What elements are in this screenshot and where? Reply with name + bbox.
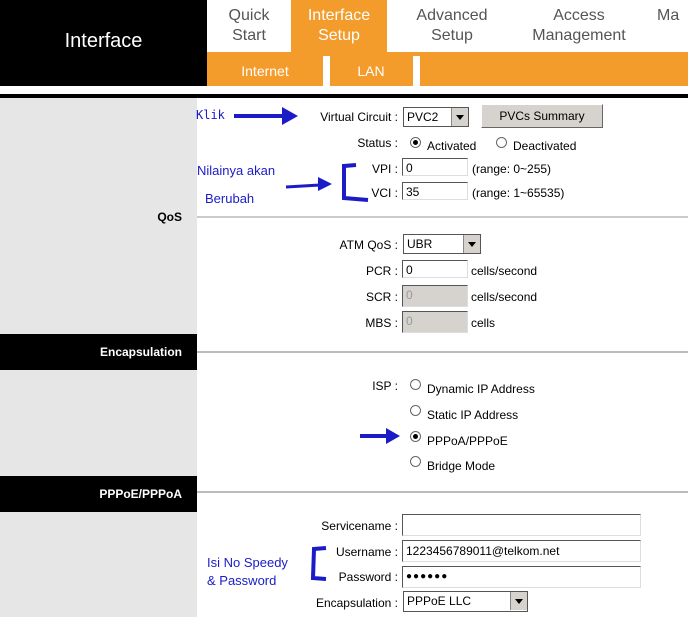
sub-tabs bbox=[207, 52, 688, 86]
section-bar-encapsulation bbox=[0, 334, 197, 370]
subtab-divider bbox=[413, 56, 420, 86]
username-label: Username : bbox=[335, 545, 398, 559]
servicename-input[interactable] bbox=[402, 514, 641, 536]
section-label-qos: QoS bbox=[157, 210, 182, 224]
servicename-label: Servicename : bbox=[321, 519, 398, 533]
virtual-circuit-select[interactable]: PVC2 bbox=[403, 107, 469, 127]
bracket-icon bbox=[302, 544, 330, 584]
scr-label: SCR : bbox=[365, 290, 398, 304]
annotation-isi-line1: Isi No Speedy bbox=[207, 555, 288, 570]
isp-label: ISP : bbox=[372, 379, 398, 393]
mbs-label: MBS : bbox=[365, 316, 398, 330]
left-section-column bbox=[0, 98, 197, 617]
status-label: Status : bbox=[357, 136, 398, 150]
mbs-input[interactable]: 0 bbox=[402, 311, 468, 333]
chevron-down-icon bbox=[463, 235, 480, 253]
isp-static-radio[interactable] bbox=[410, 405, 421, 416]
annotation-klik: Klik bbox=[196, 108, 225, 122]
vci-label: VCI : bbox=[371, 186, 398, 200]
divider bbox=[197, 351, 688, 353]
arrow-right-icon bbox=[358, 426, 402, 446]
subtab-internet[interactable]: Internet bbox=[241, 63, 289, 79]
tab-interface-setup[interactable]: Interface Setup bbox=[291, 0, 387, 52]
main-tabs bbox=[207, 0, 688, 52]
arrow-right-icon bbox=[232, 104, 300, 128]
annotation-nilai-line1: Nilainya akan bbox=[197, 163, 276, 178]
pcr-label: PCR : bbox=[365, 264, 398, 278]
password-label: Password : bbox=[338, 570, 398, 584]
isp-dynamic-radio[interactable] bbox=[410, 379, 421, 390]
username-input[interactable]: 1223456789011@telkom.net bbox=[402, 540, 641, 562]
header-section-title: Interface bbox=[64, 30, 143, 52]
isp-pppoa-pppoe-radio[interactable] bbox=[410, 431, 421, 442]
divider bbox=[197, 491, 688, 493]
status-deactivated-radio[interactable] bbox=[496, 137, 507, 148]
vpi-range-hint: (range: 0~255) bbox=[472, 162, 552, 176]
encapsulation-select[interactable]: PPPoE LLC bbox=[403, 591, 528, 612]
status-deactivated-label: Deactivated bbox=[513, 139, 577, 153]
divider bbox=[197, 216, 688, 218]
section-label-pppoe: PPPoE/PPPoA bbox=[99, 487, 182, 501]
tab-advanced-setup[interactable]: Advanced Setup bbox=[416, 7, 488, 44]
status-activated-radio[interactable] bbox=[410, 137, 421, 148]
vci-input[interactable]: 35 bbox=[402, 182, 468, 200]
section-label-encapsulation: Encapsulation bbox=[99, 345, 182, 359]
isp-dynamic-label: Dynamic IP Address bbox=[427, 382, 535, 396]
vpi-input[interactable]: 0 bbox=[402, 158, 468, 176]
annotation-nilai-line2: Berubah bbox=[205, 191, 255, 206]
chevron-down-icon bbox=[510, 592, 527, 610]
subtab-lan[interactable]: LAN bbox=[357, 63, 385, 79]
isp-bridge-label: Bridge Mode bbox=[427, 459, 496, 473]
vci-range-hint: (range: 1~65535) bbox=[472, 186, 565, 200]
pvcs-summary-button[interactable]: PVCs Summary bbox=[481, 104, 603, 128]
atm-qos-label: ATM QoS : bbox=[339, 238, 398, 252]
pcr-input[interactable]: 0 bbox=[402, 260, 468, 278]
virtual-circuit-label: Virtual Circuit : bbox=[320, 110, 398, 124]
isp-pppoa-pppoe-label: PPPoA/PPPoE bbox=[427, 434, 508, 448]
bracket-arrow-icon bbox=[284, 160, 374, 204]
atm-qos-select[interactable]: UBR bbox=[403, 234, 481, 254]
tab-access-management[interactable]: Access Management bbox=[532, 7, 626, 44]
isp-static-label: Static IP Address bbox=[427, 408, 519, 422]
chevron-down-icon bbox=[451, 108, 468, 126]
status-activated-label: Activated bbox=[427, 139, 477, 153]
password-input[interactable]: ●●●●●● bbox=[402, 566, 641, 588]
tab-quick-start[interactable]: Quick Start bbox=[228, 7, 270, 44]
scr-unit: cells/second bbox=[471, 290, 538, 304]
tab-maintenance[interactable]: Ma bbox=[657, 7, 680, 24]
encapsulation-label: Encapsulation : bbox=[315, 596, 398, 610]
annotation-isi-line2: & Password bbox=[207, 573, 277, 588]
pcr-unit: cells/second bbox=[471, 264, 538, 278]
scr-input[interactable]: 0 bbox=[402, 285, 468, 307]
isp-bridge-radio[interactable] bbox=[410, 456, 421, 467]
subtab-divider bbox=[323, 56, 330, 86]
vpi-label: VPI : bbox=[371, 162, 398, 176]
section-bar-pppoe bbox=[0, 476, 197, 512]
mbs-unit: cells bbox=[471, 316, 496, 330]
